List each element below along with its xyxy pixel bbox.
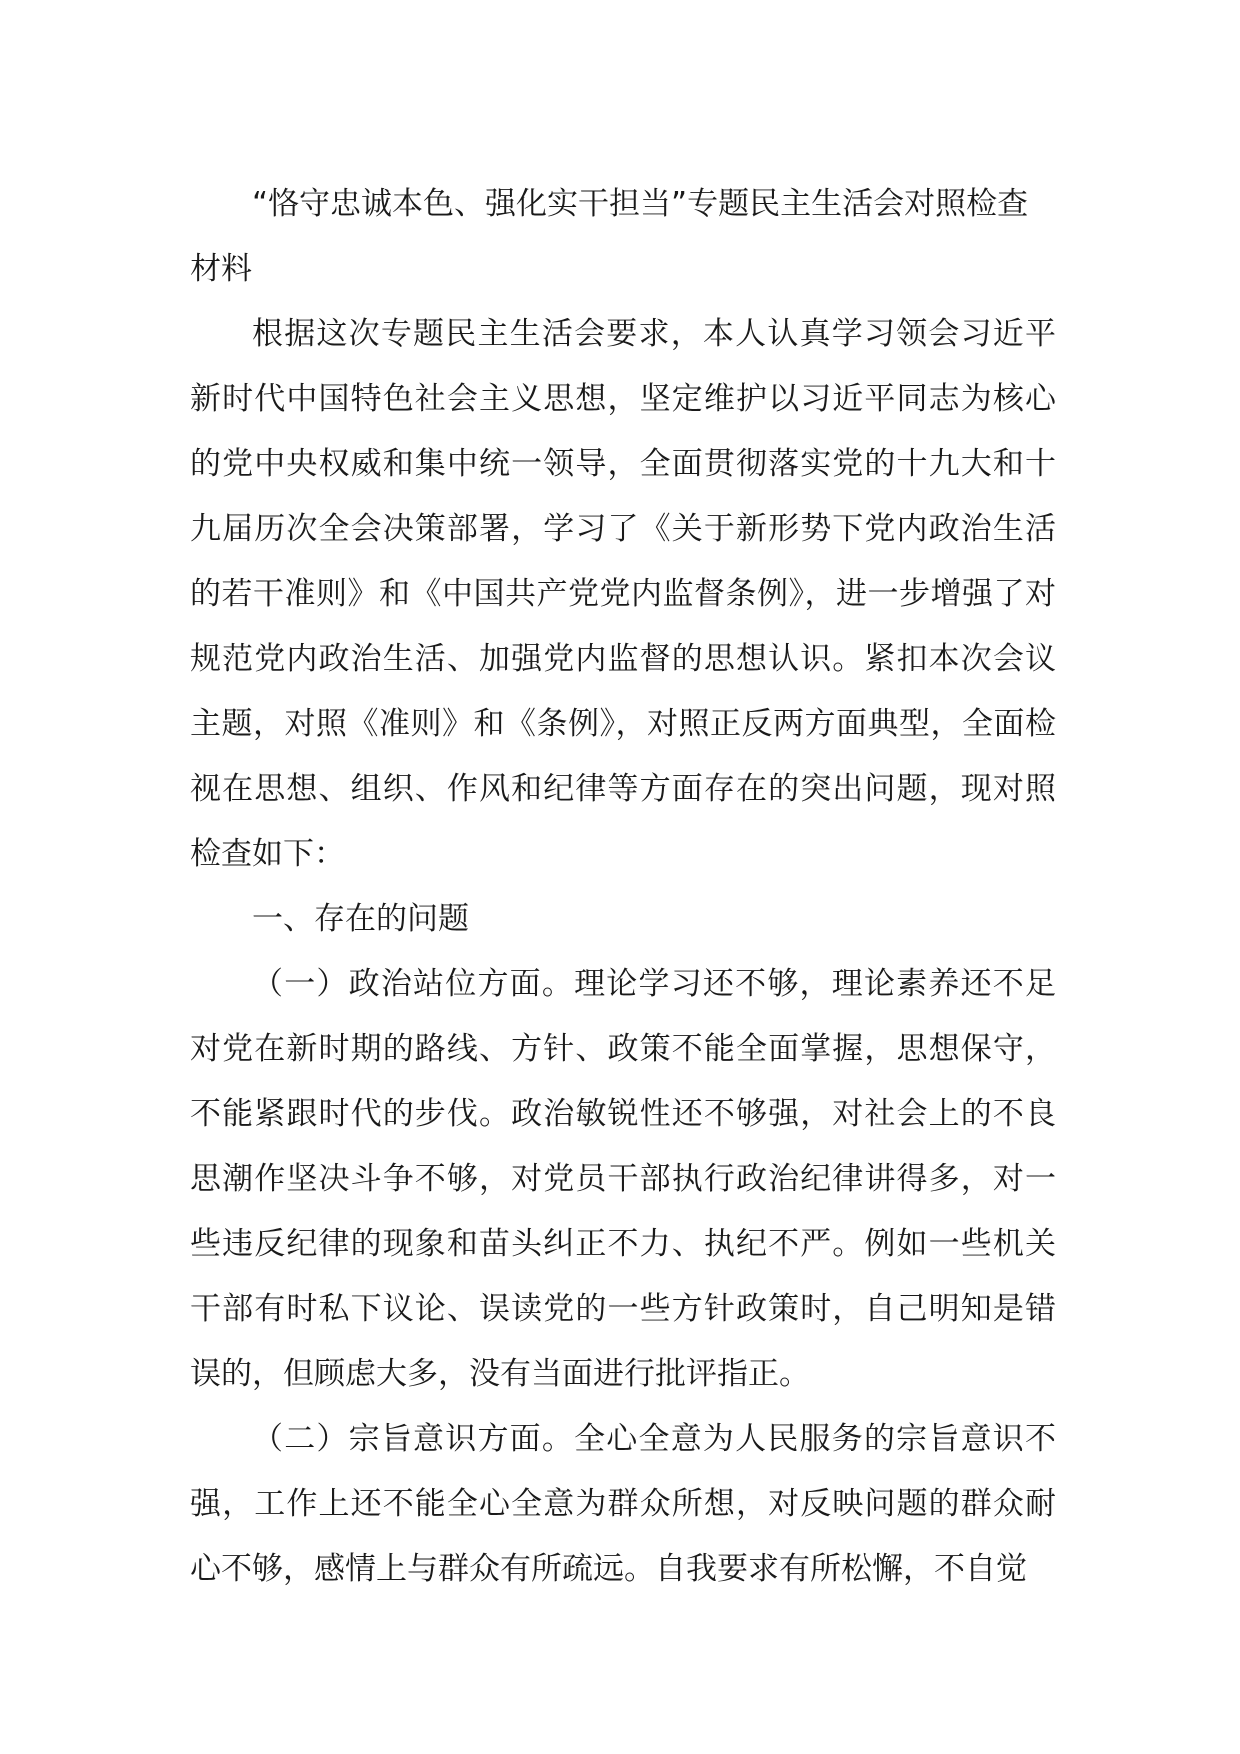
issue-paragraph-2: （二）宗旨意识方面。全心全意为人民服务的宗旨意识不强，工作上还不能全心全意为群众所想，对反映问题的群众耐心不够，感情上与群众有所疏远。自我要求有所松懈，不自觉 [190, 1421, 1056, 1587]
section-heading: 一、存在的问题 [252, 901, 469, 937]
document-body [190, 172, 1056, 1602]
document-title: “恪守忠诚本色、强化实干担当”专题民主生活会对照检查材料 [190, 186, 1029, 287]
intro-paragraph: 根据这次专题民主生活会要求，本人认真学习领会习近平新时代中国特色社会主义思想，坚定维护以习近平同志为核心的党中央权威和集中统一领导，全面贯彻落实党的十九大和十九届历次全会决策部署，学习了《关于新形势下党内政治生活的若干准则》和《中国共产党党内监督条例》，进一步增强了对规范党内政治生活、加强党内监督的思想认识。紧扣本次会议主题，对照《准则》和《条例》，对照正反两方面典型，全面检视在思想、组织、作风和纪律等方面存在的突出问题，现对照检查如下： [190, 316, 1056, 872]
issue-paragraph-1: （一）政治站位方面。理论学习还不够，理论素养还不足对党在新时期的路线、方针、政策不能全面掌握，思想保守，不能紧跟时代的步伐。政治敏锐性还不够强，对社会上的不良思潮作坚决斗争不够，对党员干部执行政治纪律讲得多，对一些违反纪律的现象和苗头纠正不力、执纪不严。例如一些机关干部有时私下议论、误读党的一些方针政策时，自己明知是错误的，但顾虑大多，没有当面进行批评指正。 [190, 966, 1056, 1392]
